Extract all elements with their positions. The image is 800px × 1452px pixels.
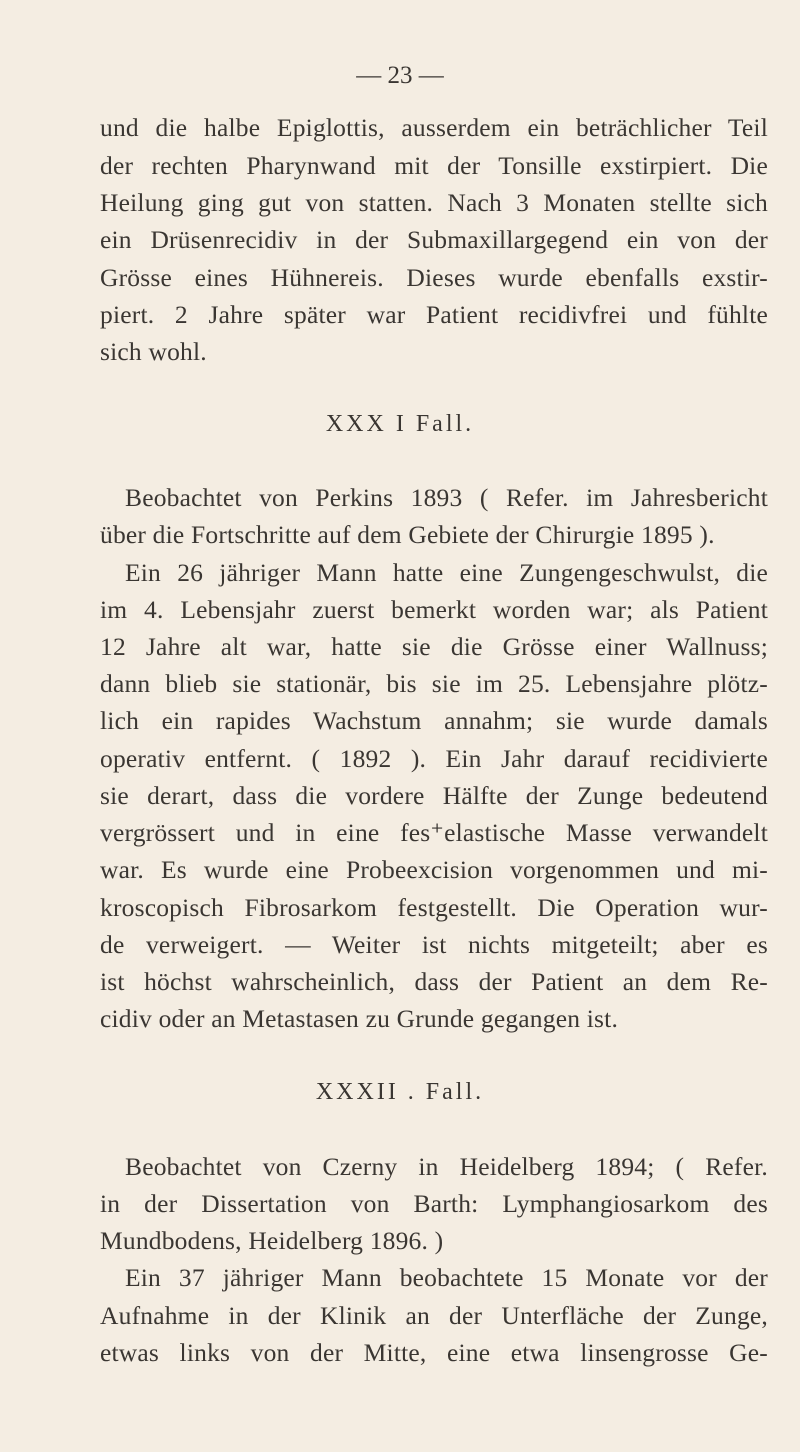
text-line: de verweigert. — Weiter ist nichts mitgeteilt; aber es — [100, 930, 768, 959]
text-line: der rechten Pharynwand mit der Tonsille exstirpiert. Die — [100, 151, 768, 180]
text-line: Aufnahme in der Klinik an der Unterfläche der Zunge, — [100, 1301, 768, 1330]
text-line: ist höchst wahrscheinlich, dass der Patient an dem Re- — [100, 967, 768, 996]
text-line: Heilung ging gut von statten. Nach 3 Monaten stellte sich — [100, 188, 768, 217]
text-line: Beobachtet von Perkins 1893 ( Refer. im Jahresbericht — [125, 483, 768, 512]
text-line: piert. 2 Jahre später war Patient recidivfrei und fühlte — [100, 300, 768, 329]
text-line: Grösse eines Hühnereis. Dieses wurde ebenfalls exstir- — [100, 263, 768, 292]
text-line: Beobachtet von Czerny in Heidelberg 1894; ( Refer. — [125, 1152, 768, 1181]
text-line: im 4. Lebensjahr zuerst bemerkt worden war; als Patient — [100, 595, 768, 624]
text-line: in der Dissertation von Barth: Lymphangiosarkom des — [100, 1189, 768, 1218]
text-line: vergrössert und in eine fes⁺elastische Masse verwandelt — [100, 818, 768, 847]
text-line: über die Fortschritte auf dem Gebiete der Chirurgie 1895 ). — [100, 520, 715, 549]
text-line: kroscopisch Fibrosarkom festgestellt. Die Operation wur- — [100, 893, 768, 922]
page-number: — 23 — — [356, 62, 444, 89]
text-line: Ein 37 jähriger Mann beobachtete 15 Monate vor der — [125, 1263, 768, 1292]
text-line: dann blieb sie stationär, bis sie im 25. Lebensjahre plötz- — [100, 669, 768, 698]
text-line: etwas links von der Mitte, eine etwa linsengrosse Ge- — [100, 1338, 768, 1367]
text-line: Mundbodens, Heidelberg 1896. ) — [100, 1226, 444, 1255]
text-line: sich wohl. — [100, 337, 207, 366]
case-heading-31: XXX I Fall. — [325, 411, 475, 437]
text-line: ein Drüsenrecidiv in der Submaxillargegend ein von der — [100, 225, 768, 254]
text-line: 12 Jahre alt war, hatte sie die Grösse einer Wallnuss; — [100, 632, 768, 661]
text-line: und die halbe Epiglottis, ausserdem ein beträchlicher Teil — [100, 113, 768, 142]
text-line: war. Es wurde eine Probeexcision vorgenommen und mi- — [100, 855, 768, 884]
text-line: cidiv oder an Metastasen zu Grunde gegangen ist. — [100, 1004, 619, 1033]
text-line: Ein 26 jähriger Mann hatte eine Zungengeschwulst, die — [125, 558, 768, 587]
text-line: operativ entfernt. ( 1892 ). Ein Jahr darauf recidivierte — [100, 744, 768, 773]
text-line: lich ein rapides Wachstum annahm; sie wurde damals — [100, 706, 768, 735]
text-line: sie derart, dass die vordere Hälfte der Zunge bedeutend — [100, 781, 768, 810]
case-heading-32: XXXII . Fall. — [315, 1079, 485, 1105]
